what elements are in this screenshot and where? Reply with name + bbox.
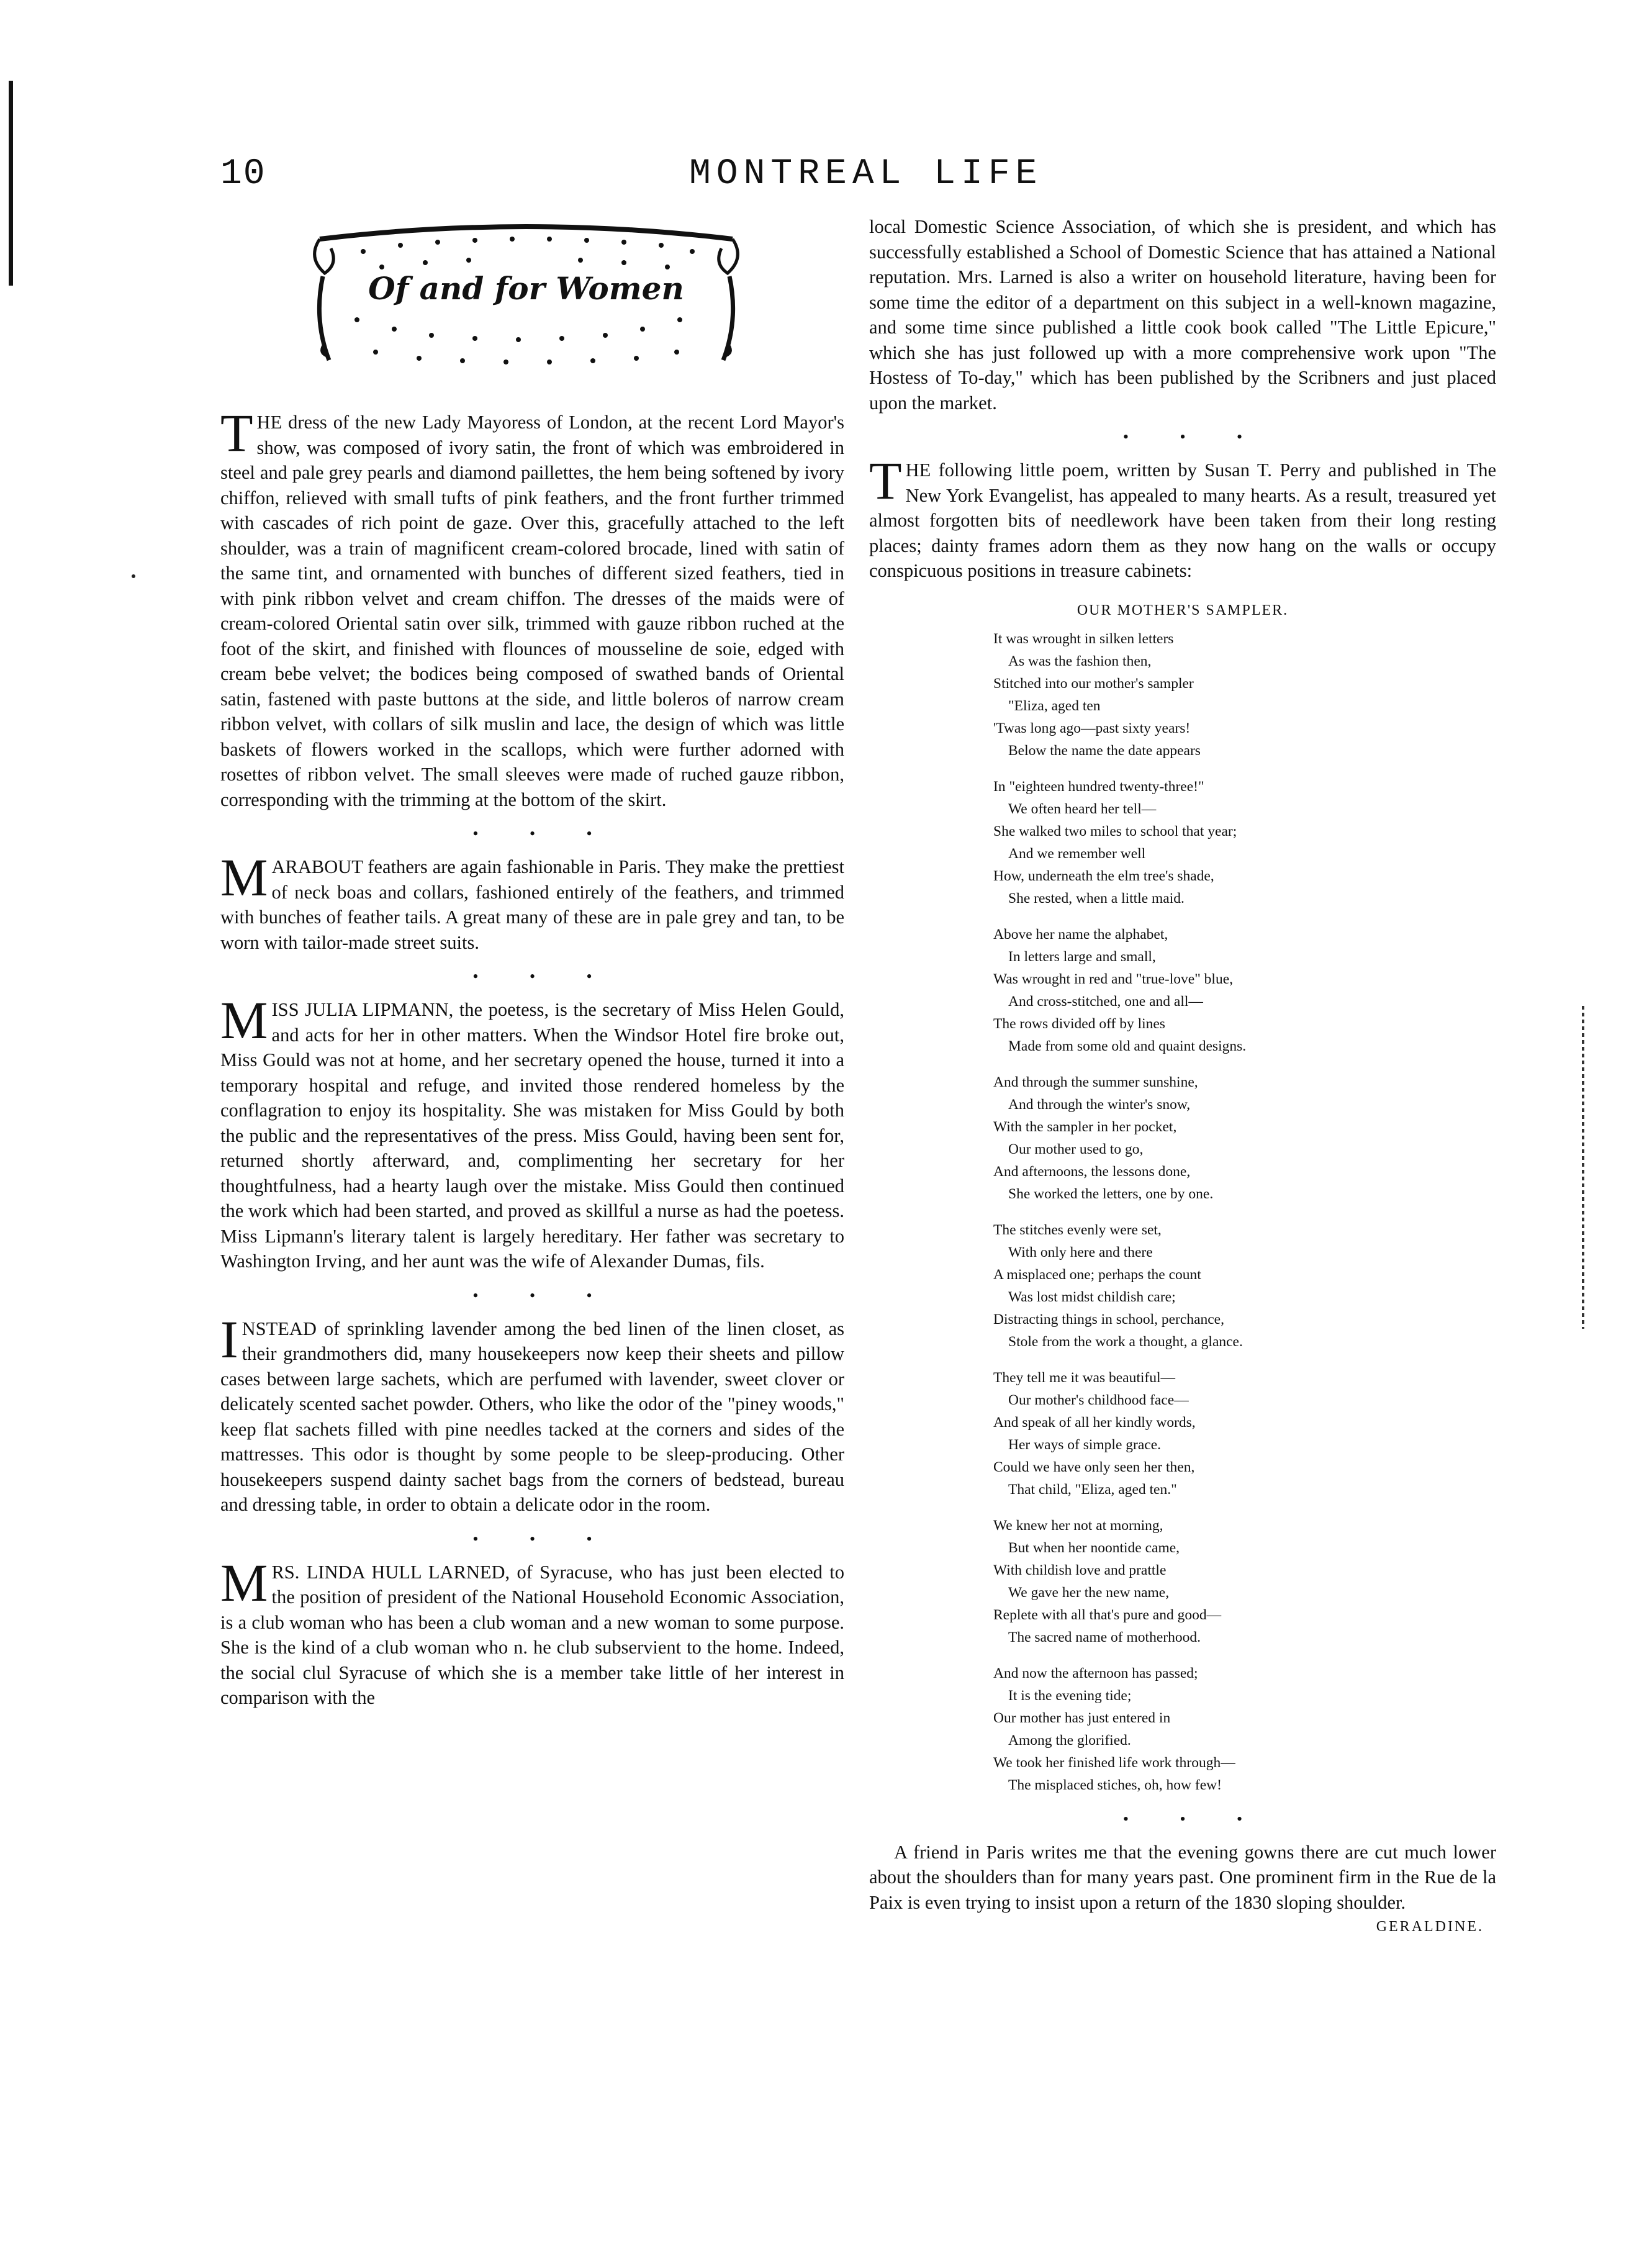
- separator: • • •: [472, 967, 616, 985]
- drop-cap: M: [220, 990, 268, 1050]
- poem-line: We took her finished life work through—: [993, 1754, 1235, 1771]
- poem-line: As was the fashion then,: [1008, 653, 1152, 669]
- poem-line: The stitches evenly were set,: [993, 1221, 1162, 1238]
- poem-line: A misplaced one; perhaps the count: [993, 1266, 1201, 1283]
- scan-edge-line: [9, 81, 13, 286]
- poem-stanza: [993, 776, 1496, 910]
- closing-paragraph: A friend in Paris writes me that the evening gowns there are cut much lower about the shoulders than for many years past. One prominent firm in the Rue de la Paix is even trying to insist upon a return of the 1830 sloping shoulder.: [869, 1841, 1496, 1913]
- separator: • • •: [1122, 428, 1266, 446]
- poem-line: With the sampler in her pocket,: [993, 1118, 1177, 1135]
- poem-line: With childish love and prattle: [993, 1562, 1167, 1578]
- article-larned-continued: local Domestic Science Association, of which she is president, and which has successfully established a School of Domestic Science that has attained a National reputation. Mrs. Larned is also a writer on household literature, having been for some time the editor of a department on this subject in a well-known magazine, and some time since published a little cook book called "The Little Epicure," which she has just followed up with a more comprehensive work upon "The Hostess of To-day," which has been published by the Scribners and just placed upon the market.: [869, 216, 1496, 414]
- author-signature: GERALDINE.: [1376, 1919, 1484, 1935]
- drop-cap: M: [220, 848, 268, 907]
- poem-stanza: [993, 1071, 1496, 1205]
- poem-line: But when her noontide came,: [1008, 1539, 1180, 1556]
- margin-rule-mark: [1582, 1006, 1584, 1329]
- poem-line: The misplaced stiches, oh, how few!: [1008, 1776, 1222, 1793]
- separator: • • •: [1122, 1809, 1266, 1828]
- separator: • • •: [472, 1286, 616, 1305]
- poem-line: And we remember well: [1008, 845, 1146, 862]
- article-marabout: MARABOUT feathers are again fashionable in Paris. They make the prettiest of neck boas and collars, fashioned entirely of the feathers, and trimmed with bunches of feather tails. A great many of these are in pale grey and tan, to be worn with tailor-made street suits.: [220, 848, 844, 953]
- article-linda-larned: MRS. LINDA HULL LARNED, of Syracuse, who has just been elected to the position of president of the National Household Economic Association, is a club woman who has been a club woman and a new woman to some purpose. She is the kind of a club woman who n. he club subservient to the home. Indeed, the social clul Syracuse of which she is a member take little of her interest in comparison with the: [220, 1552, 844, 1708]
- section-banner: [295, 214, 757, 373]
- poem-line: The rows divided off by lines: [993, 1015, 1165, 1032]
- poem-line: Our mother has just entered in: [993, 1709, 1171, 1726]
- poem-line: Below the name the date appears: [1008, 742, 1201, 759]
- poem-body: [993, 628, 1496, 1796]
- page-number: 10: [220, 154, 266, 194]
- poem-line: That child, "Eliza, aged ten.": [1008, 1481, 1177, 1498]
- poem-stanza: [993, 1662, 1496, 1796]
- scan-speck: [132, 574, 135, 578]
- poem-line: Our mother's childhood face—: [1008, 1391, 1189, 1408]
- poem-line: Stole from the work a thought, a glance.: [1008, 1333, 1243, 1350]
- poem-line: And cross-stitched, one and all—: [1008, 993, 1203, 1010]
- poem-line: We knew her not at morning,: [993, 1517, 1163, 1534]
- poem-stanza: [993, 628, 1496, 762]
- article-lavender: INSTEAD of sprinkling lavender among the bed linen of the linen closet, as their grandmothers did, many housekeepers now keep their sheets and pillow cases between large sachets, which are perfumed with lavender, sweet clover or delicately scented sachet powder. Others, who like the odor of the "piney woods," keep flat sachets filled with pine needles tacked at the corners and sides of the mattresses. This odor is thought by some people to be sleep-producing. Other housekeepers suspend dainty sachet bags from the corners of bedstead, bureau and dressing table, in order to obtain a delicate odor in the room.: [220, 1309, 844, 1515]
- poem-line: 'Twas long ago—past sixty years!: [993, 720, 1191, 736]
- poem-line: And speak of all her kindly words,: [993, 1414, 1196, 1431]
- section-title: Of and for Women: [368, 270, 684, 307]
- separator: • • •: [472, 825, 616, 843]
- poem-line: Among the glorified.: [1008, 1732, 1131, 1749]
- poem-line: She worked the letters, one by one.: [1008, 1185, 1214, 1202]
- poem-line: Replete with all that's pure and good—: [993, 1606, 1222, 1623]
- poem-line: Her ways of simple grace.: [1008, 1436, 1162, 1453]
- poem-line: She rested, when a little maid.: [1008, 890, 1185, 907]
- poem-line: Was wrought in red and "true-love" blue,: [993, 970, 1234, 987]
- article-lady-mayoress: THE dress of the new Lady Mayoress of London, at the recent Lord Mayor's show, was composed of ivory satin, the front of which was embroidered in steel and pale grey pearls and diamond paillettes, the hem being softened by ivory chiffon, relieved with small tufts of pink feathers, and the front further trimmed with cascades of rich point de gaze. Over this, gracefully attached to the left shoulder, was a train of magnificent cream-colored brocade, lined with satin of the same tint, and ornamented with bunches of different sized feathers, tied in with pink ribbon velvet and cream chiffon. The dresses of the maids were of cream-colored Oriental satin over silk, trimmed with gauze ribbon ruched at the foot of the skirt, and finished with flounces of mousseline de soie, edged with cream bebe velvet; the bodices being composed of swathed bands of Oriental satin, fastened with paste buttons at the side, and little boleros of narrow cream ribbon velvet, with collars of silk muslin and lace, the design of which was little baskets of flowers worked in the scallops, which were further adorned with rosettes of ribbon velvet. The small sleeves were made of ruched gauze ribbon, corresponding with the trimming at the bottom of the skirt.: [220, 403, 844, 810]
- poem-line: In "eighteen hundred twenty-three!": [993, 778, 1204, 795]
- poem-stanza: [993, 1219, 1496, 1353]
- poem-line: Distracting things in school, perchance,: [993, 1311, 1224, 1328]
- poem-line: They tell me it was beautiful—: [993, 1369, 1176, 1386]
- right-column: [869, 214, 1496, 1935]
- poem-line: It is the evening tide;: [1008, 1687, 1132, 1704]
- poem-line: And now the afternoon has passed;: [993, 1665, 1198, 1681]
- poem-line: Our mother used to go,: [1008, 1141, 1144, 1157]
- poem-line: The sacred name of motherhood.: [1008, 1629, 1201, 1645]
- left-column: [220, 214, 844, 1711]
- poem-introduction: THE following little poem, written by Susan T. Perry and published in The New York Evangelist, has appealed to many hearts. As a result, treasured yet almost forgotten bits of needlework have been taken from their long resting places; dainty frames adorn them as they now hang on the walls or occupy conspicuous positions in treasure cabinets:: [869, 451, 1496, 581]
- poem-line: Was lost midst childish care;: [1008, 1288, 1176, 1305]
- poem-line: Above her name the alphabet,: [993, 926, 1168, 943]
- poem-stanza: [993, 923, 1496, 1057]
- drop-cap: T: [869, 451, 902, 510]
- drop-cap: T: [220, 403, 253, 463]
- poem-line: "Eliza, aged ten: [1008, 697, 1101, 714]
- poem-title: OUR MOTHER'S SAMPLER.: [1077, 602, 1289, 618]
- poem-line: We gave her the new name,: [1008, 1584, 1170, 1601]
- poem-line: With only here and there: [1008, 1244, 1153, 1260]
- drop-cap: I: [220, 1309, 238, 1369]
- poem-line: We often heard her tell—: [1008, 800, 1157, 817]
- poem-line: And through the winter's snow,: [1008, 1096, 1191, 1113]
- poem-line: It was wrought in silken letters: [993, 630, 1174, 647]
- poem-line: And afternoons, the lessons done,: [993, 1163, 1191, 1180]
- publication-title: MONTREAL LIFE: [689, 154, 1043, 194]
- poem-stanza: [993, 1367, 1496, 1501]
- poem-line: How, underneath the elm tree's shade,: [993, 867, 1214, 884]
- article-julia-lipmann: MISS JULIA LIPMANN, the poetess, is the secretary of Miss Helen Gould, and acts for her in other matters. When the Windsor Hotel fire broke out, Miss Gould was not at home, and her secretary opened the house, turned it into a temporary hospital and refuge, and invited those rendered homeless by the conflagration to enjoy its hospitality. She was mistaken for Miss Gould by both the public and the representatives of the press. Miss Gould, having been sent for, returned shortly afterward, and, complimenting her secretary for her thoughtfulness, had a hearty laugh over the mistake. Miss Gould then continued the work which had been started, and proved as skillful a nurse as had the poetess. Miss Lipmann's literary talent is largely hereditary. Her father was secretary to Washington Irving, and her aunt was the wife of Alexander Dumas, fils.: [220, 990, 844, 1272]
- poem-line: In letters large and small,: [1008, 948, 1156, 965]
- poem-stanza: [993, 1514, 1496, 1649]
- separator: • • •: [472, 1529, 616, 1548]
- poem-line: Made from some old and quaint designs.: [1008, 1038, 1247, 1054]
- poem-line: And through the summer sunshine,: [993, 1074, 1198, 1090]
- poem-line: Stitched into our mother's sampler: [993, 675, 1194, 692]
- poem-line: She walked two miles to school that year;: [993, 823, 1237, 839]
- poem-line: Could we have only seen her then,: [993, 1459, 1195, 1475]
- drop-cap: M: [220, 1552, 268, 1613]
